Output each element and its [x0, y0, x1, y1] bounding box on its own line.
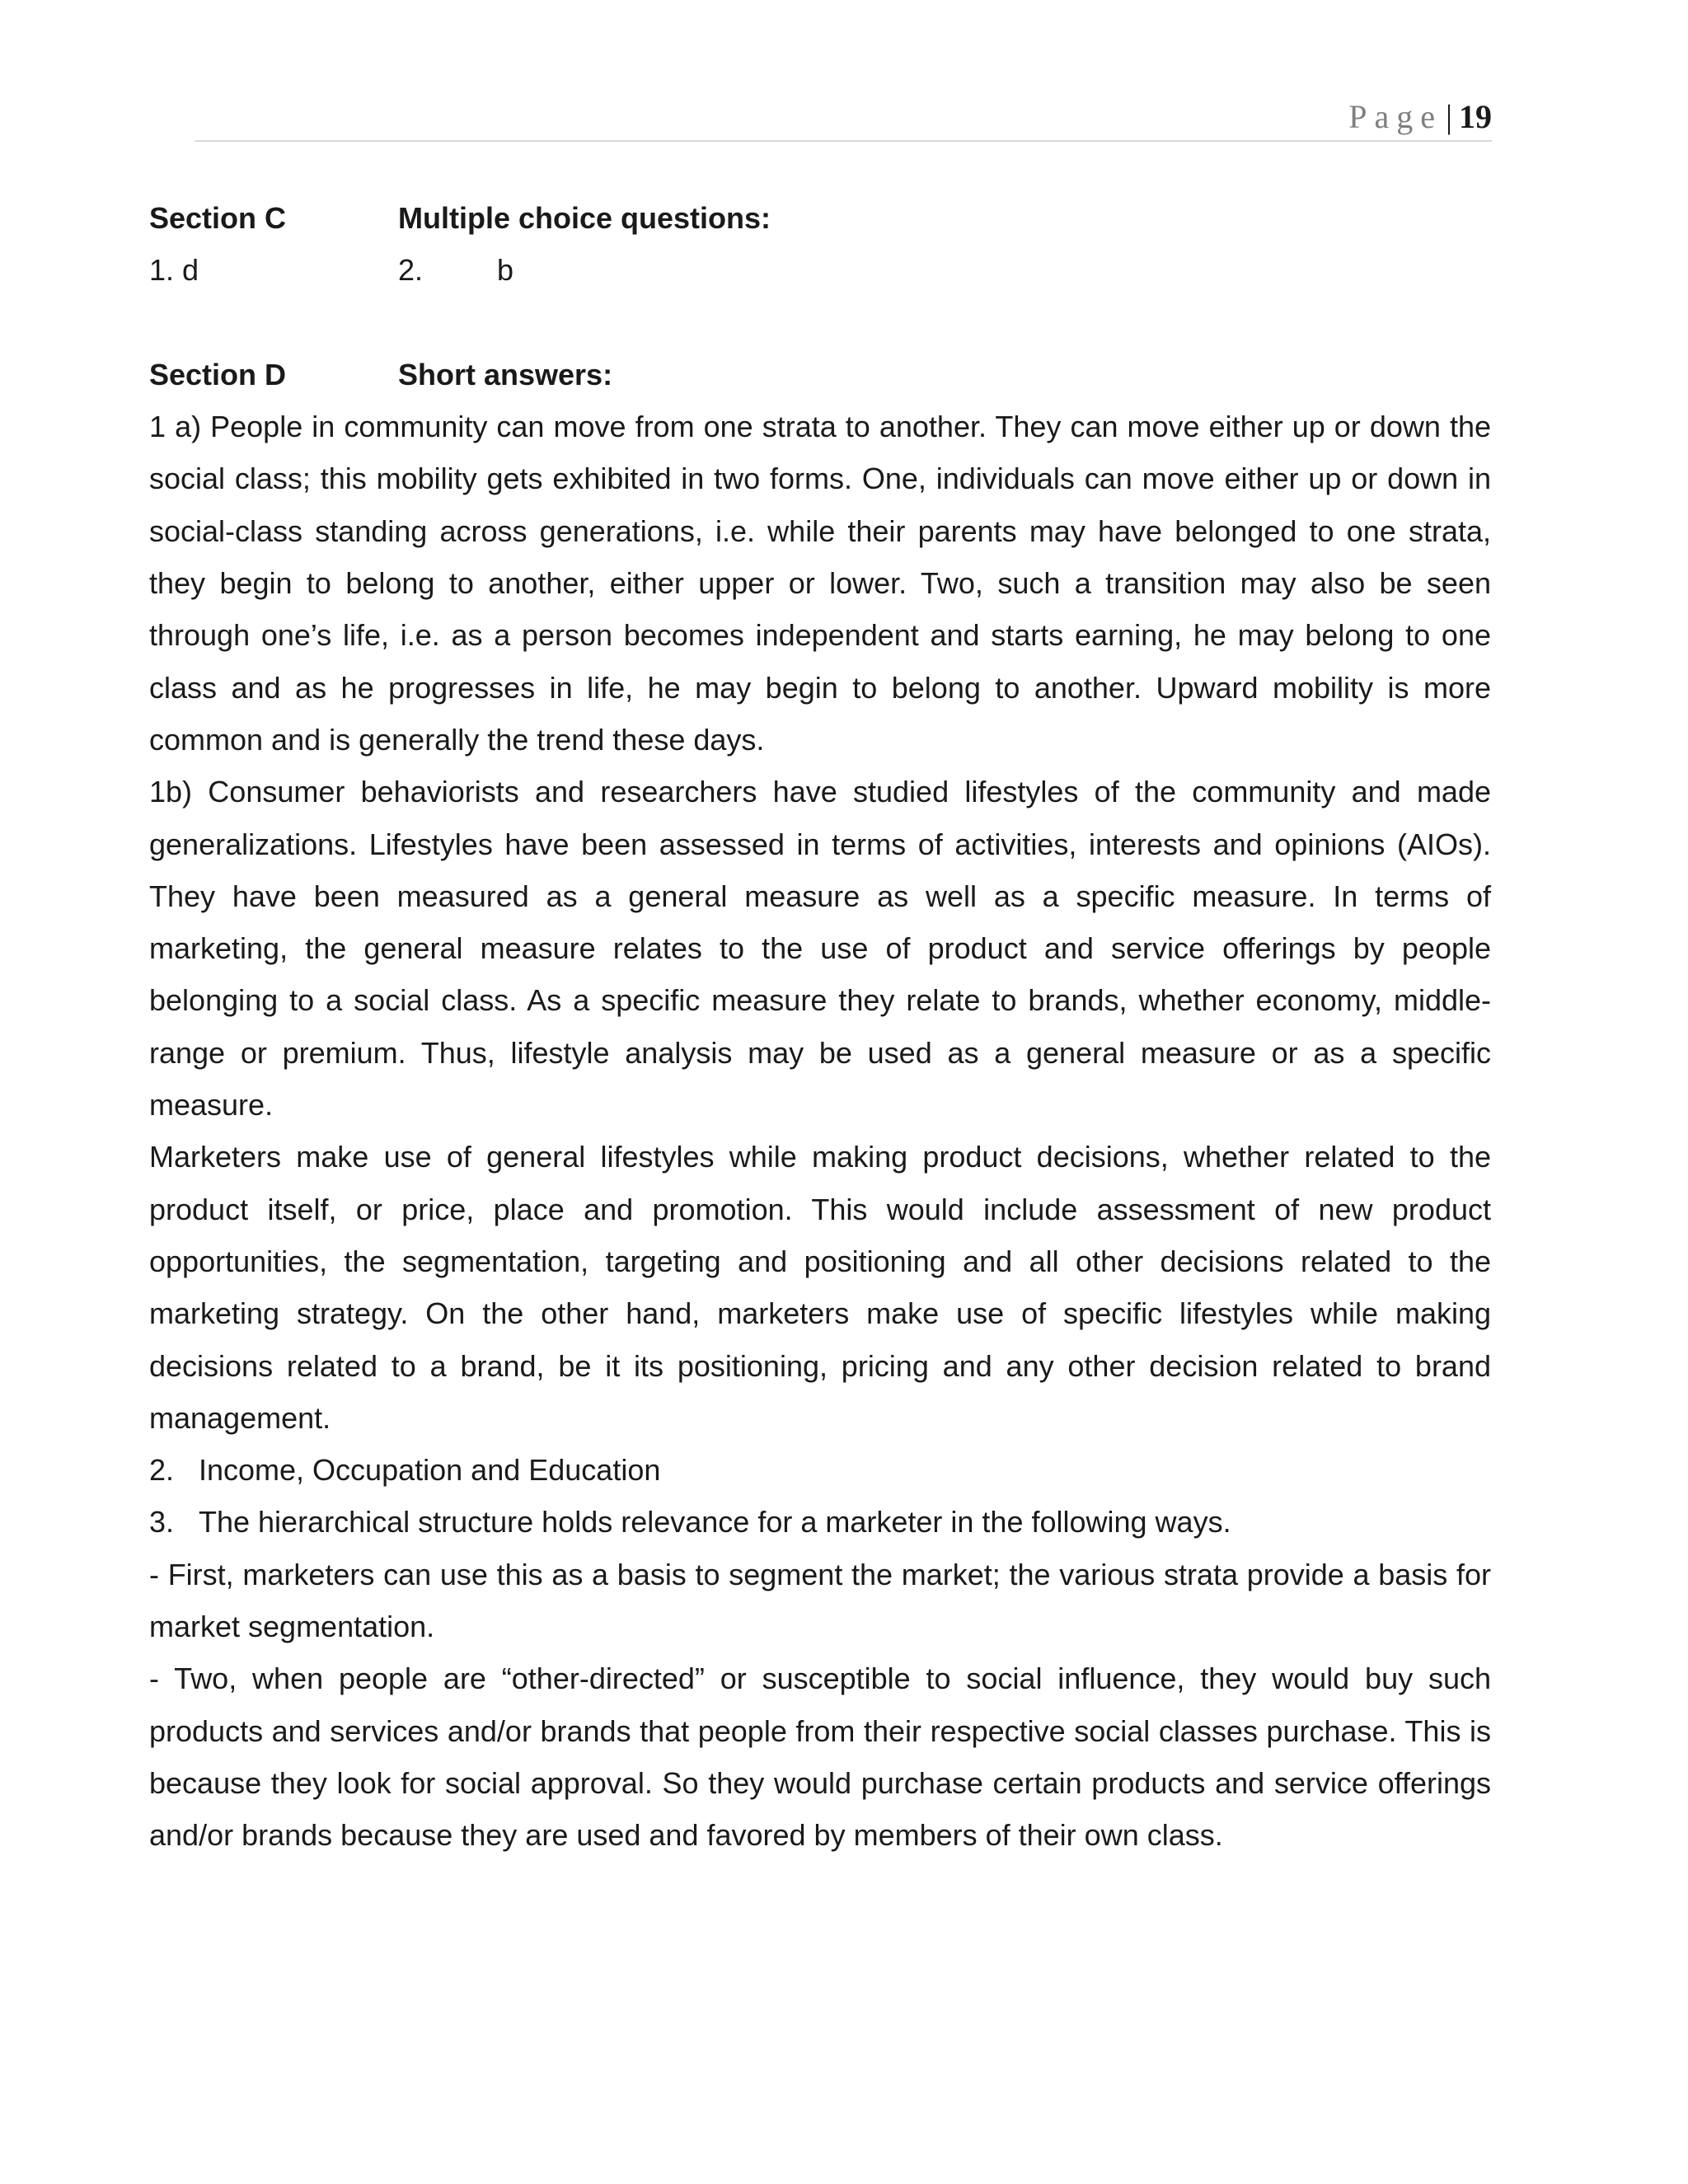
mcq-answer-1: 1. d	[149, 253, 199, 288]
bullet-first: - First, marketers can use this as a basis to segment the market; the various strata provide a basis for market segmentation.	[149, 1557, 1491, 1644]
page-header	[0, 97, 1492, 137]
document-body	[149, 192, 1491, 1862]
answer-1a-paragraph: 1 a) People in community can move from one strata to another. They can move either up or down the social class; this mobility gets exhibited in two forms. One, individuals can move either up or down in social-class standing across generations, i.e. while their parents may have belonged to one strata, they begin to belong to another, either upper or lower. Two, such a transition may also be seen through one’s life, i.e. as a person becomes independent and starts earning, he may belong to one class and as he progresses in life, he may begin to belong to another. Upward mobility is more common and is generally the trend these days.	[149, 410, 1491, 757]
mcq-answer-2-value: b	[497, 253, 514, 288]
answer-1b-paragraph: 1b) Consumer behaviorists and researchers have studied lifestyles of the community and made generalizations. Lifestyles have been assessed in terms of activities, interests and opinions (AIOs). They have been measured as a general measure as well as a specific measure. In terms of marketing, the general measure relates to the use of product and service offerings by people belonging to a social class. As a specific measure they relate to brands, whether economy, middle-range or premium. Thus, lifestyle analysis may be used as a general measure or as a specific measure.	[149, 775, 1491, 1122]
spacer	[149, 297, 1491, 349]
answer-2-number: 2.	[149, 1453, 175, 1488]
answer-2-text: Income, Occupation and Education	[199, 1453, 661, 1488]
mcq-answers	[149, 244, 1491, 296]
answer-3-item	[149, 1496, 1491, 1548]
section-c-label: Section C	[149, 201, 287, 235]
section-d-label: Section D	[149, 357, 287, 391]
answer-2-item	[149, 1444, 1491, 1496]
section-d-heading	[149, 349, 1491, 401]
answer-3-text: The hierarchical structure holds relevance for a marketer in the following ways.	[199, 1505, 1231, 1540]
section-c-title: Multiple choice questions:	[398, 201, 771, 235]
page-number: 19	[1459, 98, 1492, 135]
section-c-heading	[149, 192, 1491, 244]
header-rule	[195, 140, 1492, 142]
mcq-answer-2-number: 2.	[398, 253, 424, 288]
page-separator: |	[1445, 98, 1452, 135]
answer-3-number: 3.	[149, 1505, 175, 1540]
section-d-title: Short answers:	[398, 357, 613, 391]
page-word: Page	[1348, 98, 1442, 135]
bullet-two: - Two, when people are “other-directed” or susceptible to social influence, they would buy such products and services and/or brands that people from their respective social classes purchase. This is because they look for social approval. So they would purchase certain products and service offerings and/or brands because they are used and favored by members of their own class.	[149, 1661, 1491, 1853]
answer-1b-continued-paragraph: Marketers make use of general lifestyles while making product decisions, whether related to the product itself, or price, place and promotion. This would include assessment of new product opportunities, the segmentation, targeting and positioning and all other decisions related to the marketing strategy. On the other hand, marketers make use of specific lifestyles while making decisions related to a brand, be it its positioning, pricing and any other decision related to brand management.	[149, 1140, 1491, 1435]
